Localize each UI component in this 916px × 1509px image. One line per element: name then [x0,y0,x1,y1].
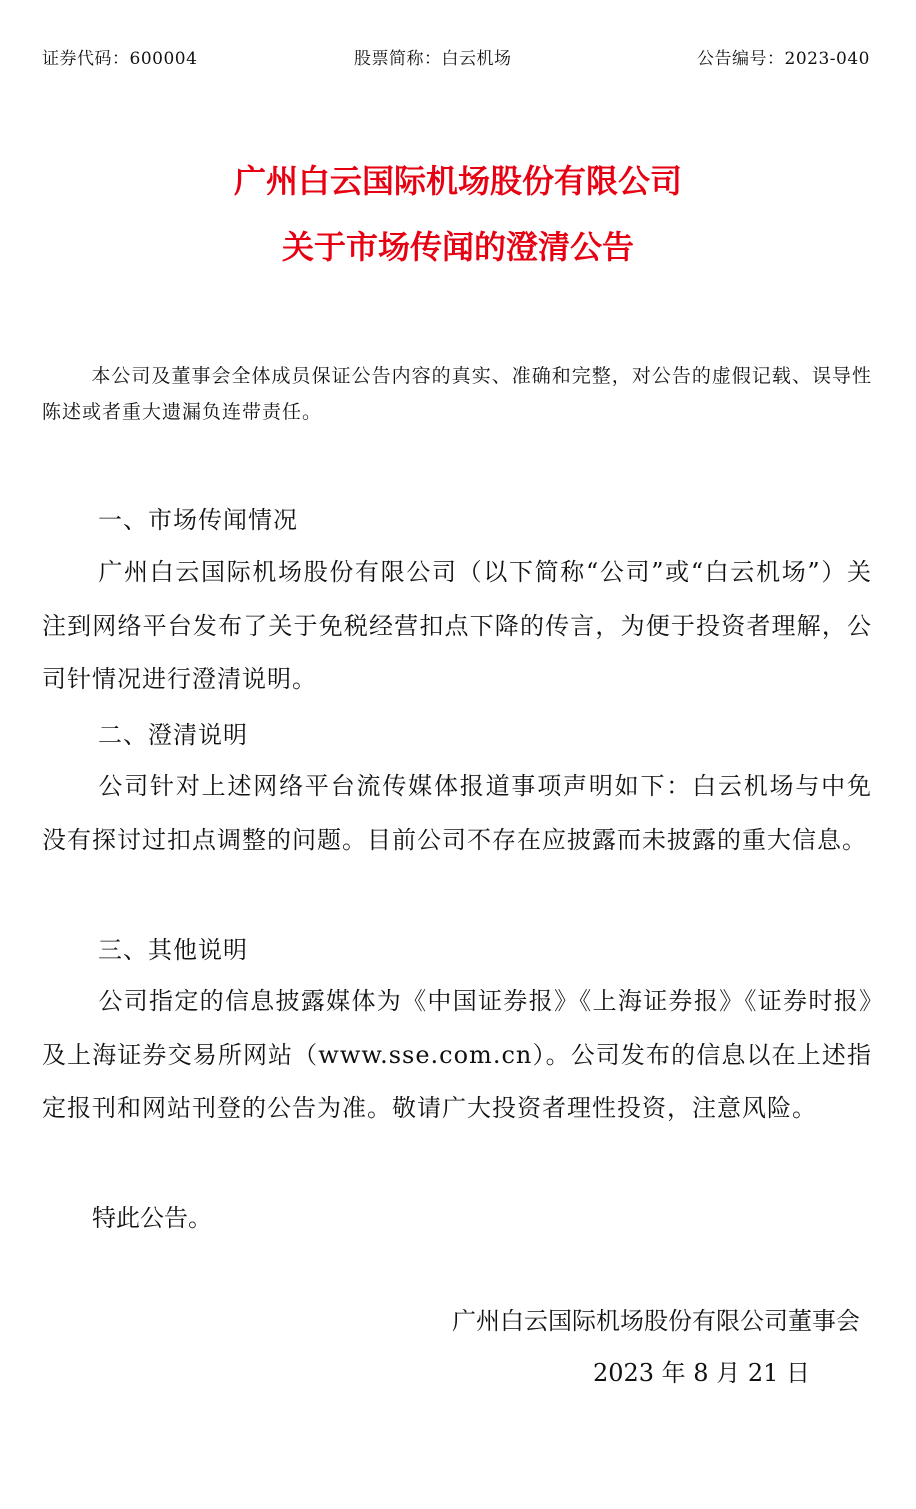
section-body-clarification: 公司针对上述网络平台流传媒体报道事项声明如下：白云机场与中免没有探讨过扣点调整的问题。目前公司不存在应披露而未披露的重大信息。 [42,772,872,854]
closing-remark: 特此公告。 [92,1204,212,1232]
board-statement: 本公司及董事会全体成员保证公告内容的真实、准确和完整，对公告的虚假记载、误导性陈述或者重大遗漏负连带责任。 [42,365,872,423]
section-body-other: 公司指定的信息披露媒体为《中国证券报》《上海证券报》《证券时报》及上海证券交易所网站（www.sse.com.cn）。公司发布的信息以在上述指定报刊和网站刊登的公告为准。敬请广大投资者理性投资，注意风险。 [42,987,872,1122]
document-header [42,44,870,72]
section-heading-clarification: 二、澄清说明 [98,721,248,749]
stock-code: 证券代码：600004 [42,49,198,69]
section-body-rumor: 广州白云国际机场股份有限公司（以下简称“公司”或“白云机场”）关注到网络平台发布了关于免税经营扣点下降的传言，为便于投资者理解，公司针情况进行澄清说明。 [42,558,872,693]
announcement-number: 公告编号：2023-040 [697,49,870,69]
signer: 广州白云国际机场股份有限公司董事会 [452,1307,860,1335]
section-heading-rumor: 一、市场传闻情况 [98,506,298,534]
announcement-title: 关于市场传闻的澄清公告 [281,228,634,266]
section-heading-other: 三、其他说明 [98,936,248,964]
announcement-date: 2023 年 8 月 21 日 [592,1359,810,1387]
company-title: 广州白云国际机场股份有限公司 [233,162,682,200]
stock-abbreviation: 股票简称：白云机场 [354,49,512,69]
